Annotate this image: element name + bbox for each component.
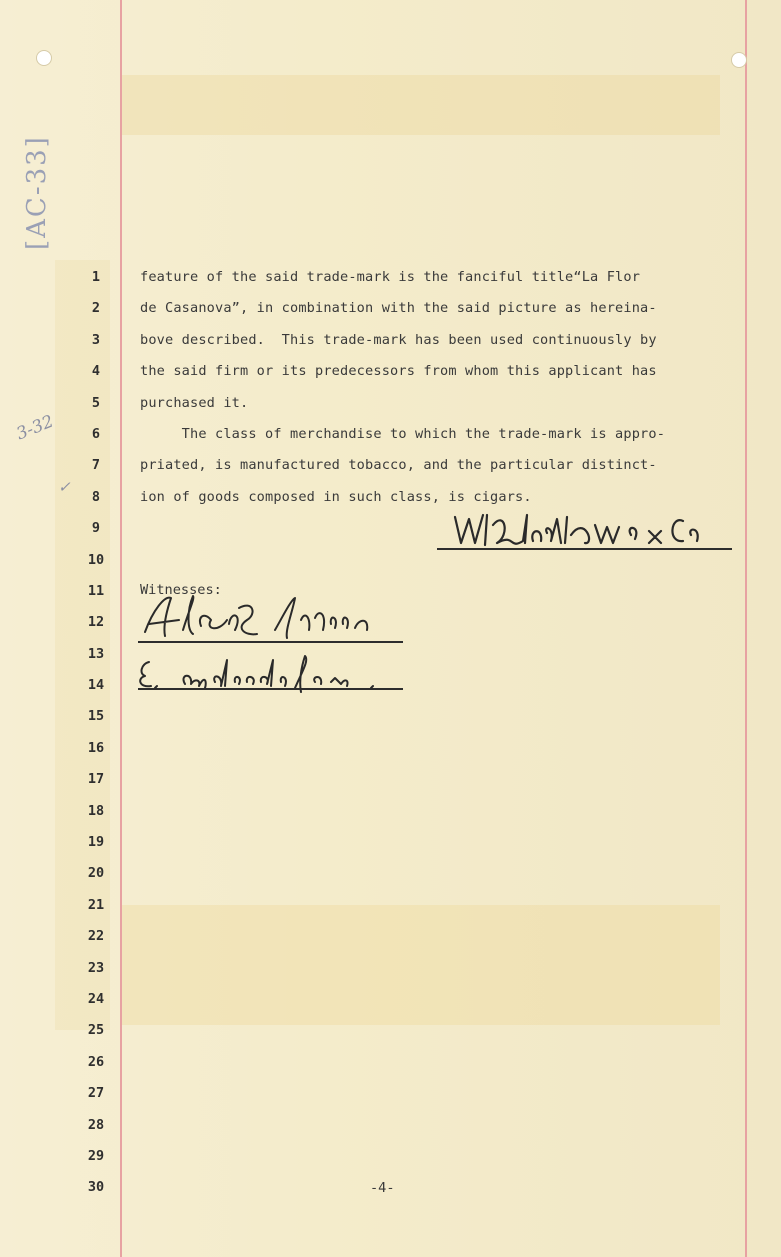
witness-rule — [138, 641, 403, 643]
margin-number-note: 3-32 — [13, 411, 57, 445]
witness-rule — [138, 688, 403, 690]
line-number: 17 — [87, 771, 105, 788]
left-margin-rule — [120, 0, 122, 1257]
line-number: 20 — [87, 865, 105, 882]
text-line: purchased it. — [140, 394, 249, 411]
text-line: feature of the said trade-mark is the fanciful title“La Flor — [140, 269, 641, 285]
text-line: bove described. This trade-mark has been used continuously by — [140, 331, 657, 348]
line-number: 26 — [87, 1053, 105, 1070]
line-number: 19 — [87, 834, 105, 851]
text-line: The class of merchandise to which the trade-mark is appro- — [140, 425, 666, 442]
line-number: 1 — [91, 269, 101, 285]
line-number: 9 — [91, 520, 101, 537]
punch-hole-icon — [36, 50, 52, 66]
line-number: 8 — [91, 488, 101, 505]
line-number: 16 — [87, 739, 105, 756]
line-number: 6 — [91, 425, 101, 442]
text-line: ion of goods composed in such class, is cigars. — [140, 488, 532, 505]
line-number: 10 — [87, 551, 105, 568]
line-number: 21 — [87, 896, 105, 913]
line-number-column — [78, 262, 114, 1204]
line-number: 22 — [87, 928, 105, 945]
line-number: 30 — [87, 1179, 105, 1196]
line-number: 15 — [87, 708, 105, 725]
line-number: 3 — [91, 331, 101, 348]
line-number: 12 — [87, 614, 105, 631]
line-number: 25 — [87, 1022, 105, 1039]
line-number: 7 — [91, 457, 101, 474]
paper-stain — [120, 75, 720, 135]
witnesses-label: Witnesses: — [140, 582, 222, 598]
page-number: -4- — [370, 1180, 395, 1196]
line-number: 28 — [87, 1116, 105, 1133]
line-number: 4 — [91, 363, 101, 380]
line-number: 24 — [87, 990, 105, 1007]
punch-hole-icon — [731, 52, 747, 68]
line-number: 11 — [87, 582, 105, 599]
margin-stamp: [AC-33] — [22, 135, 52, 250]
signature-rule — [437, 548, 732, 550]
paper-stain — [120, 905, 720, 1025]
witness-signature-scrawl — [135, 590, 405, 645]
text-line: the said firm or its predecessors from whom this applicant has — [140, 363, 657, 380]
line-number: 29 — [87, 1147, 105, 1164]
text-line: de Casanova”, in combination with the said picture as hereina- — [140, 300, 657, 317]
line-number: 2 — [91, 300, 101, 317]
right-margin-rule — [745, 0, 747, 1257]
typed-body — [140, 262, 740, 513]
witness-signature-scrawl — [135, 652, 410, 697]
margin-check-note: ✓ — [58, 478, 71, 496]
text-line: priated, is manufactured tobacco, and the particular distinct- — [140, 457, 657, 474]
line-number: 18 — [87, 802, 105, 819]
witness-signature-2 — [135, 652, 410, 697]
line-number: 13 — [87, 645, 105, 662]
witness-signature-1 — [135, 590, 405, 645]
line-number: 14 — [87, 677, 105, 694]
line-number: 27 — [87, 1085, 105, 1102]
line-number: 5 — [91, 394, 101, 411]
line-number: 23 — [87, 959, 105, 976]
